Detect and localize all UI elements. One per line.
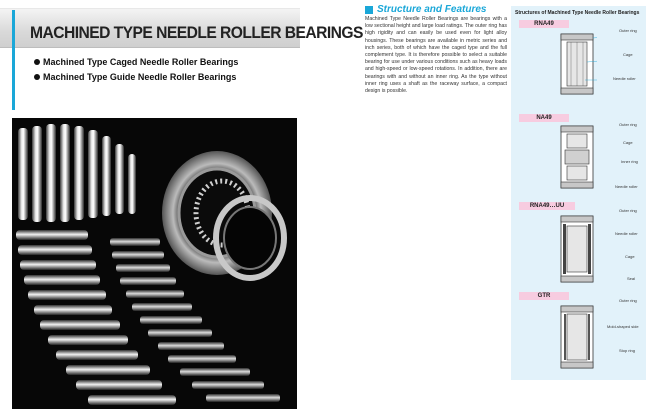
na49-diagram (557, 124, 597, 190)
page-title: MACHINED TYPE NEEDLE ROLLER BEARINGS (30, 23, 363, 42)
product-item-label: Machined Type Caged Needle Roller Bearings (43, 57, 239, 67)
accent-line (12, 10, 15, 110)
structure-title: Structure and Features (377, 4, 487, 15)
part-label: Cage (623, 140, 633, 145)
title-banner (0, 8, 363, 48)
rna49-diagram (557, 32, 597, 96)
structure-panel (511, 6, 646, 380)
part-label: Outer ring (619, 298, 637, 303)
structure-heading (365, 4, 486, 15)
product-list (34, 55, 238, 85)
part-label: Outer ring (619, 122, 637, 127)
part-label: Cage (625, 254, 635, 259)
bearing-photo (12, 118, 297, 409)
model-label: NA49 (519, 114, 569, 122)
bullet-icon (34, 59, 40, 65)
model-label: RNA49 (519, 20, 569, 28)
structure-body: Machined Type Needle Roller Bearings are bearings with a low sectional height and large load ratings. The outer ring has high rigidity and can easily be used even for light alloy housings. These bearings are available in metric series and inch series, both of which have the caged type and the full complement type. It is therefore possible to select a suitable bearing for use under various conditions such as heavy loads and high-speed or low-speed rotations. In addition, there are bearings with and without an inner ring. As the type without inner ring uses a shaft as the raceway surface, a compact design is possible. (365, 16, 507, 95)
rna49uu-diagram (557, 214, 597, 284)
part-label: Cage (623, 52, 633, 57)
part-label: Mold-shaped side (607, 324, 639, 329)
part-label: Stop ring (619, 348, 636, 353)
part-label: Outer ring (619, 208, 637, 213)
product-item (34, 70, 238, 85)
part-label: Outer ring (619, 28, 637, 33)
model-label: RNA49…UU (519, 202, 575, 210)
part-label: Seal (627, 276, 636, 281)
gtr-diagram (557, 304, 597, 370)
product-item (34, 55, 238, 70)
product-item-label: Machined Type Guide Needle Roller Bearings (43, 72, 237, 82)
bullet-icon (34, 74, 40, 80)
part-label: Needle roller (615, 184, 638, 189)
panel-title: Structures of Machined Type Needle Roller Bearings (515, 10, 640, 16)
model-label: GTR (519, 292, 569, 300)
part-label: Needle roller (615, 231, 638, 236)
heading-square-icon (365, 6, 373, 14)
part-label: Needle roller (613, 76, 636, 81)
part-label: Inner ring (621, 159, 638, 164)
